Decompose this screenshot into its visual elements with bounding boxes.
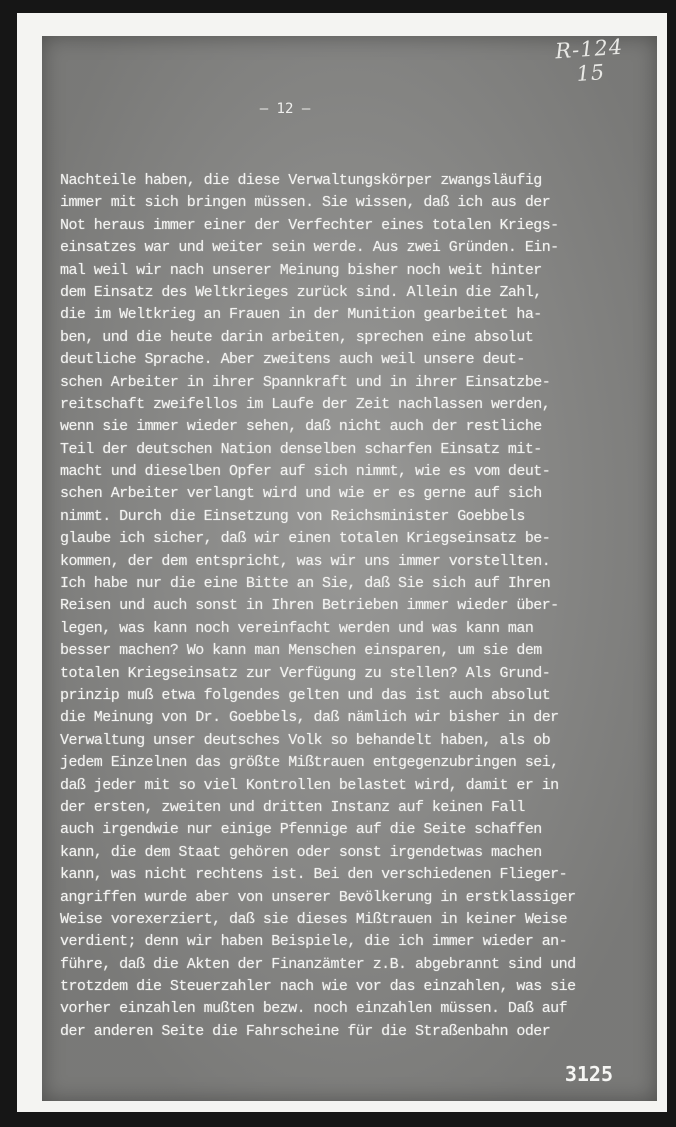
text-line: Verwaltung unser deutsches Volk so behandelt haben, als ob [60,731,551,749]
text-line: die Meinung von Dr. Goebbels, daß nämlich wir bisher in der [60,709,559,727]
text-line: legen, was kann noch vereinfacht werden und was kann man [60,619,534,637]
text-line: kann, was nicht rechtens ist. Bei den verschiedenen Flieger- [60,866,568,884]
text-line: der anderen Seite die Fahrscheine für die Straßenbahn oder [60,1022,551,1040]
text-line: glaube ich sicher, daß wir einen totalen Kriegseinsatz be- [60,530,551,548]
text-line: wenn sie immer wieder sehen, daß nicht auch der restliche [60,418,542,436]
text-line: angriffen wurde aber von unserer Bevölkerung in erstklassiger [60,888,576,906]
text-line: nimmt. Durch die Einsetzung von Reichsminister Goebbels [60,507,525,525]
text-line: führe, daß die Akten der Finanzämter z.B. abgebrannt sind und [60,955,576,973]
text-line: Ich habe nur die eine Bitte an Sie, daß Sie sich auf Ihren [60,575,551,593]
text-line: dem Einsatz des Weltkrieges zurück sind. Allein die Zahl, [60,283,542,301]
text-line: schen Arbeiter verlangt wird und wie er es gerne auf sich [60,485,542,503]
text-line: immer mit sich bringen müssen. Sie wissen, daß ich aus der [60,194,551,212]
text-line: deutliche Sprache. Aber zweitens auch weil unsere deut- [60,351,525,369]
text-line: mal weil wir nach unserer Meinung bisher noch weit hinter [60,261,542,279]
text-line: macht und dieselben Opfer auf sich nimmt, wie es vom deut- [60,463,551,481]
text-line: Reisen und auch sonst in Ihren Betrieben immer wieder über- [60,597,559,615]
text-line: totalen Kriegseinsatz zur Verfügung zu stellen? Als Grund- [60,664,551,682]
text-line: besser machen? Wo kann man Menschen einsparen, um sie dem [60,642,542,660]
text-line: schen Arbeiter in ihrer Spannkraft und in ihrer Einsatzbe- [60,373,551,391]
text-line: einsatzes war und weiter sein werde. Aus zwei Gründen. Ein- [60,239,559,257]
text-line: reitschaft zweifellos im Laufe der Zeit nachlassen werden, [60,395,551,413]
text-line: prinzip muß etwa folgendes gelten und das ist auch absolut [60,686,551,704]
text-line: trotzdem die Steuerzahler nach wie vor das einzahlen, was sie [60,978,576,996]
text-line: auch irgendwie nur einige Pfennige auf die Seite schaffen [60,821,542,839]
text-line: kann, die dem Staat gehören oder sonst irgendetwas machen [60,843,542,861]
text-line: Weise vorexerziert, daß sie dieses Mißtrauen in keiner Weise [60,910,568,928]
text-line: die im Weltkrieg an Frauen in der Munition gearbeitet ha- [60,306,542,324]
text-line: jedem Einzelnen das größte Mißtrauen entgegenzubringen sei, [60,754,559,772]
text-line: vorher einzahlen mußten bezw. noch einzahlen müssen. Daß auf [60,1000,568,1018]
annotation-reference: R-124 [554,34,624,64]
page-number: – 12 – [259,101,311,117]
typewritten-body [60,170,620,1043]
annotation-number: 15 [575,59,606,86]
text-line: Nachteile haben, die diese Verwaltungskörper zwangsläufig [60,172,542,189]
text-line: verdient; denn wir haben Beispiele, die ich immer wieder an- [60,933,568,951]
document-id: 3125 [564,1062,613,1086]
text-line: Not heraus immer einer der Verfechter eines totalen Kriegs- [60,216,559,234]
handwritten-annotation [543,34,636,88]
text-line: Teil der deutschen Nation denselben scharfen Einsatz mit- [60,440,542,458]
text-line: daß jeder mit so viel Kontrollen belastet wird, damit er in [60,776,559,794]
text-line: ben, und die heute darin arbeiten, sprechen eine absolut [60,328,534,346]
text-line: kommen, der dem entspricht, was wir uns immer vorstellten. [60,552,551,570]
text-line: der ersten, zweiten und dritten Instanz auf keinen Fall [60,798,525,816]
